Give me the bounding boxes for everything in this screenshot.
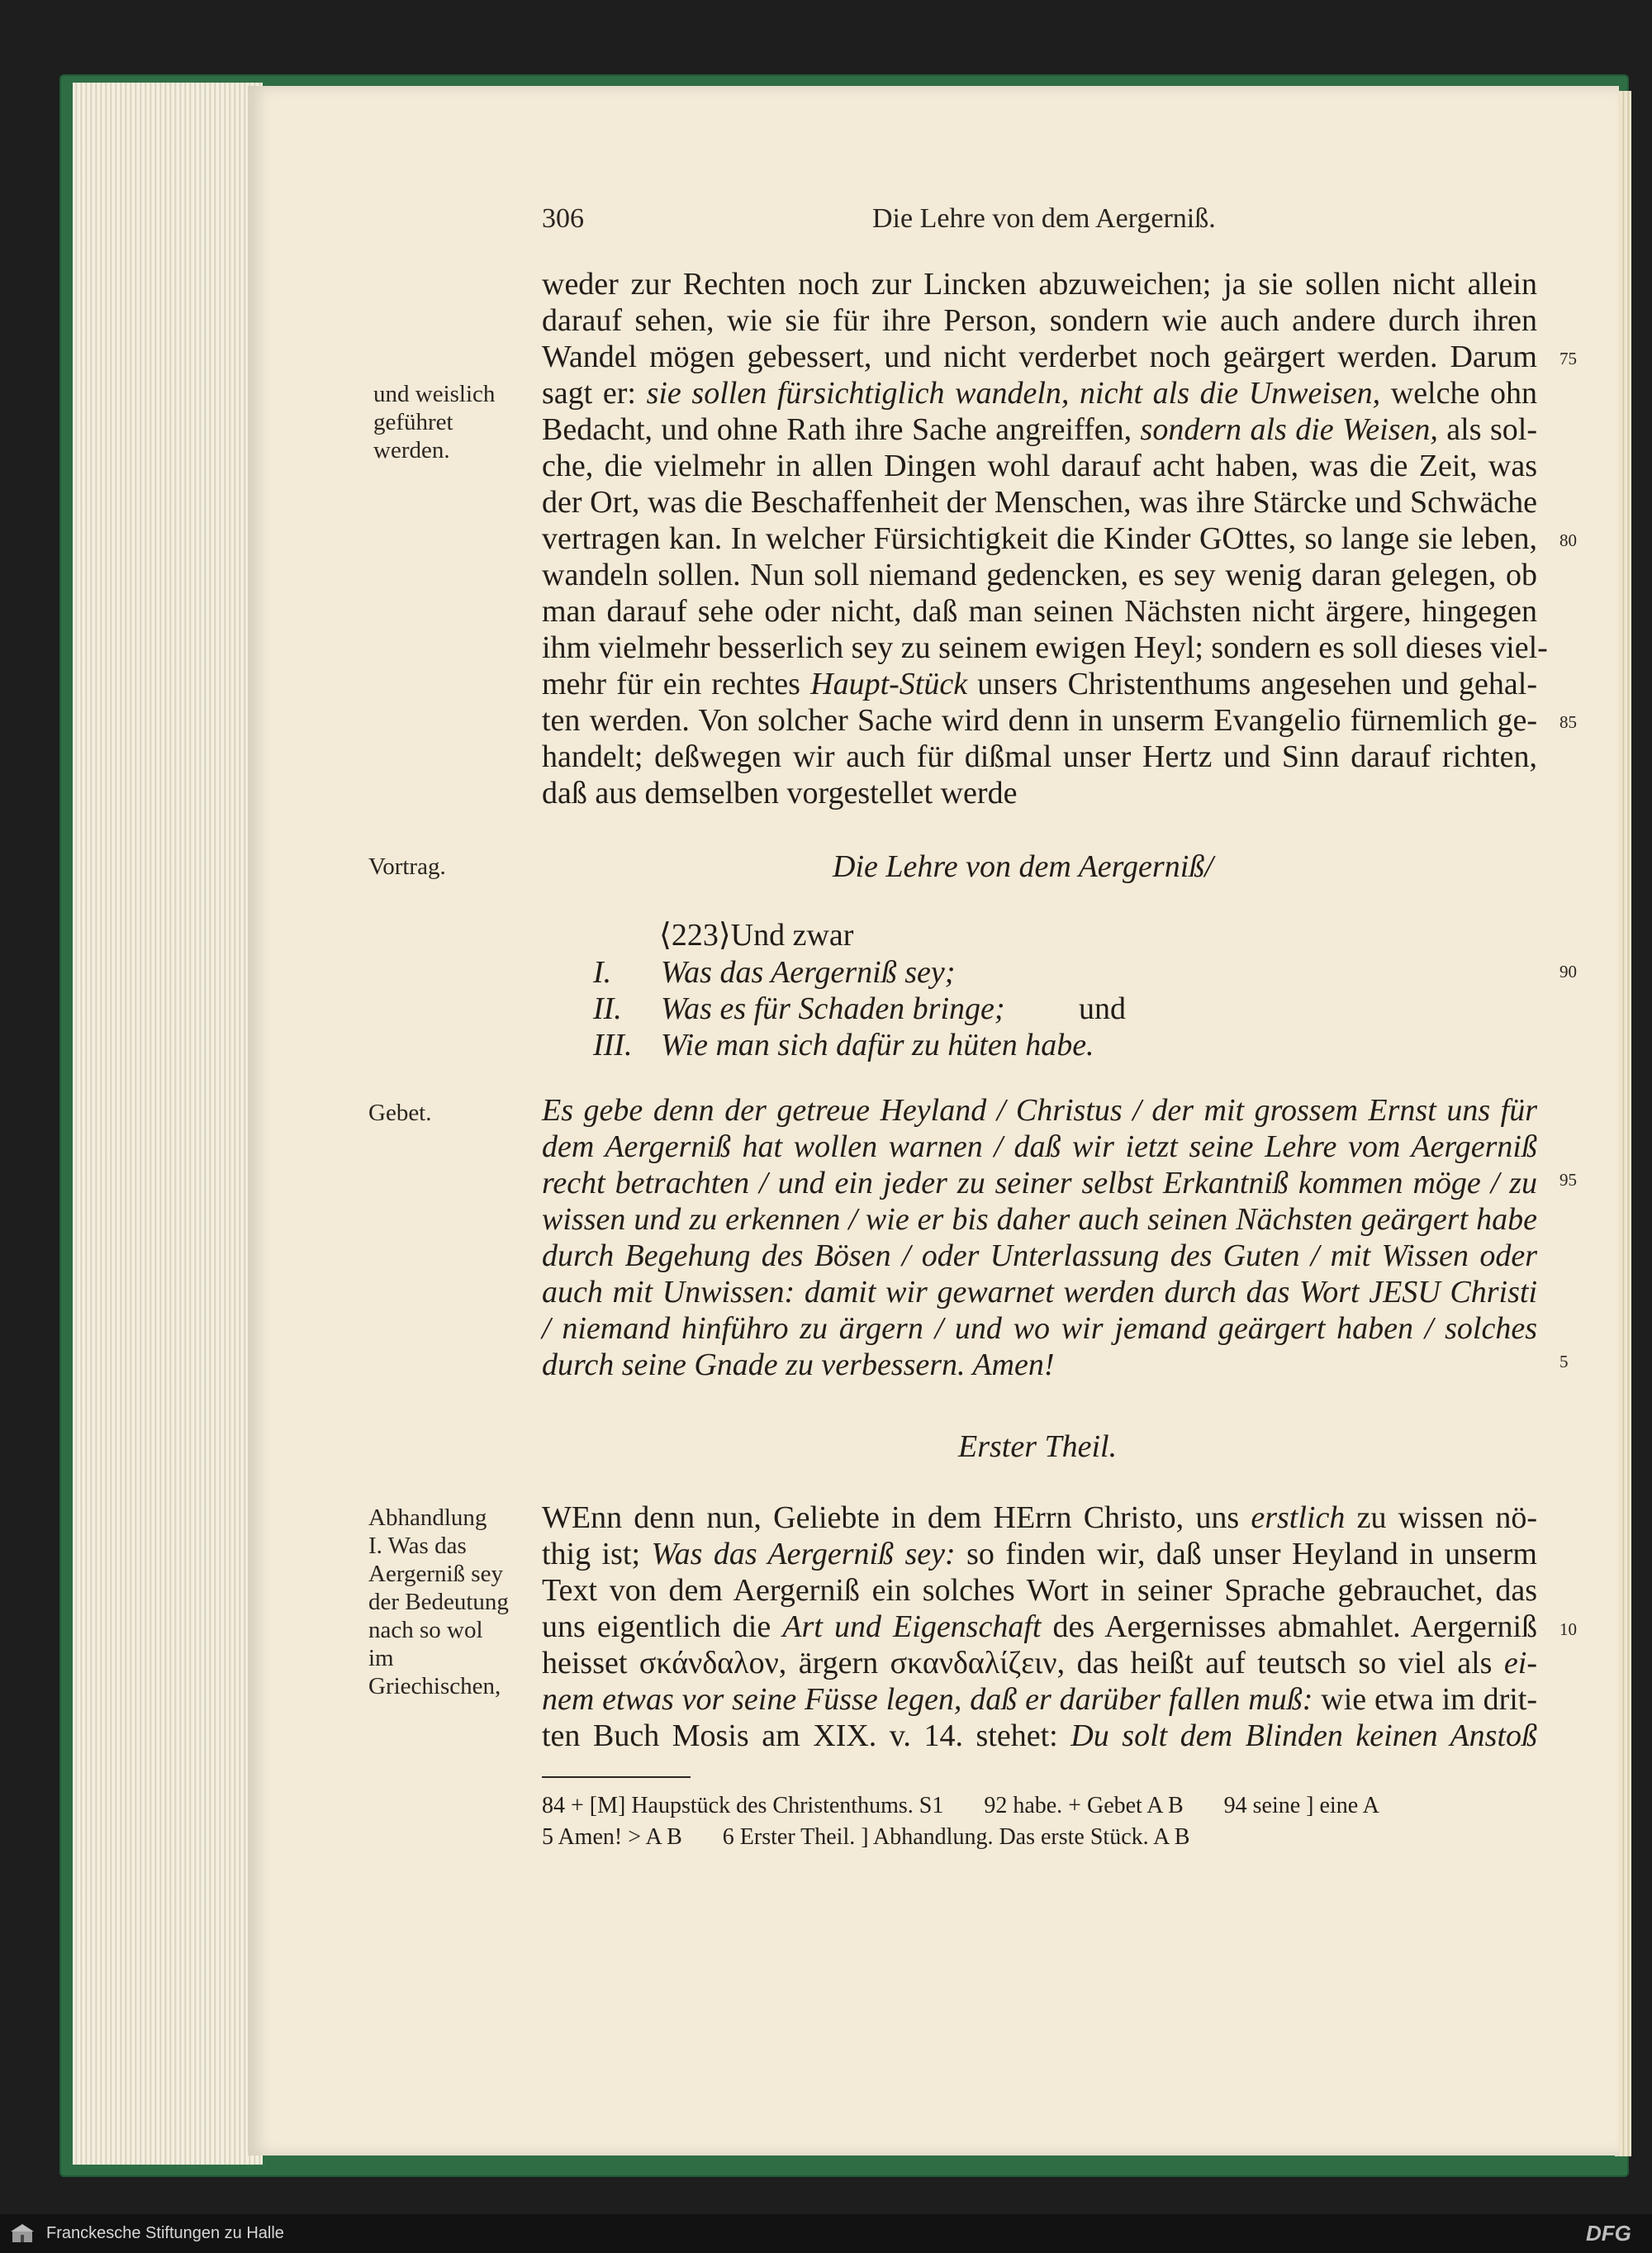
body-line: ten werden. Von solcher Sache wird denn in unserm Evangelio fürnemlich ge- bbox=[542, 703, 1537, 738]
footnote-rule bbox=[542, 1776, 691, 1778]
footer-institution: Franckesche Stiftungen zu Halle bbox=[46, 2224, 284, 2242]
body-line: sagt er: sie sollen fürsichtiglich wandeln, nicht als die Unweisen, welche ohn bbox=[542, 376, 1537, 411]
prayer-line: durch seine Gnade zu verbessern. Amen! bbox=[542, 1348, 1055, 1382]
margin-note-line: im bbox=[368, 1645, 394, 1671]
prayer-line: recht betrachten / und ein jeder zu seiner selbst Erkantniß kommen möge / zu bbox=[542, 1166, 1537, 1200]
line-number: 75 bbox=[1559, 349, 1577, 368]
margin-note bbox=[373, 380, 495, 464]
body-line: weder zur Rechten noch zur Lincken abzuweichen; ja sie sollen nicht allein bbox=[542, 267, 1537, 302]
body-line: ten Buch Mosis am XIX. v. 14. stehet: Du solt dem Blinden keinen Anstoß bbox=[542, 1718, 1538, 1753]
prayer-line: wissen und zu erkennen / wie er bis daher auch seinen Nächsten geärgert habe bbox=[542, 1202, 1537, 1237]
theme-title: Die Lehre von dem Aergerniß/ bbox=[833, 849, 1213, 884]
body-line: che, die vielmehr in allen Dingen wohl darauf acht haben, was die Zeit, was bbox=[542, 449, 1537, 483]
page-stack-edge bbox=[73, 83, 263, 2165]
list-intro: ⟨223⟩Und zwar bbox=[659, 918, 854, 953]
margin-note bbox=[368, 853, 446, 881]
dfg-logo: DFG bbox=[1586, 2221, 1631, 2246]
margin-note-line: der Bedeutung bbox=[368, 1589, 509, 1615]
line-number: 95 bbox=[1559, 1170, 1577, 1190]
body-line: mehr für ein rechtes Haupt-Stück unsers Christenthums angesehen und gehal- bbox=[542, 667, 1537, 701]
margin-note-line: und weislich bbox=[373, 381, 496, 407]
margin-note-line: Abhandlung bbox=[368, 1504, 487, 1531]
body-line: Text von dem Aergerniß ein solches Wort in seiner Sprache gebrauchet, das bbox=[542, 1573, 1537, 1608]
margin-note bbox=[368, 1504, 509, 1700]
body-line: nem etwas vor seine Füsse legen, daß er darüber fallen muß: wie etwa im drit- bbox=[542, 1682, 1537, 1717]
margin-note-line: werden. bbox=[373, 437, 450, 463]
body-line: heisset σκάνδαλον, ärgern σκανδαλίζειν, das heißt auf teutsch so viel als ei- bbox=[542, 1646, 1537, 1680]
line-number: 90 bbox=[1559, 962, 1577, 982]
prayer-line: dem Aergerniß hat wollen warnen / daß wir ietzt seine Lehre vom Aergerniß bbox=[542, 1129, 1537, 1164]
line-number: 80 bbox=[1559, 530, 1577, 550]
list-numeral: III. bbox=[593, 1028, 633, 1062]
body-line: der Ort, was die Beschaffenheit der Menschen, was ihre Stärcke und Schwäche bbox=[542, 485, 1537, 520]
prayer-line: / niemand hinführo zu ärgern / und wo wir jemand geärgert haben / solches bbox=[542, 1311, 1537, 1346]
margin-note-line: nach so wol bbox=[368, 1617, 483, 1643]
margin-note bbox=[368, 1099, 432, 1127]
body-line: wandeln sollen. Nun soll niemand gedencken, es sey wenig daran gelegen, ob bbox=[542, 558, 1537, 592]
list-numeral: I. bbox=[593, 955, 612, 990]
institution-logo-icon bbox=[8, 2222, 36, 2246]
section-title: Erster Theil. bbox=[958, 1429, 1118, 1464]
list-item-text: Was es für Schaden bringe; bbox=[661, 991, 1005, 1026]
line-number: 10 bbox=[1559, 1619, 1577, 1639]
footnote-line: 5 Amen! > A B 6 Erster Theil. ] Abhandlung. Das erste Stück. A B bbox=[542, 1824, 1190, 1850]
line-number: 5 bbox=[1559, 1352, 1569, 1371]
running-title: Die Lehre von dem Aergerniß. bbox=[872, 203, 1216, 234]
margin-note-line: Gebet. bbox=[368, 1100, 432, 1126]
body-line: daß aus demselben vorgestellet werde bbox=[542, 776, 1018, 810]
line-number: 85 bbox=[1559, 712, 1577, 732]
footnote-line: 84 + [M] Haupstück des Christenthums. S1 92 habe. + Gebet A B 94 seine ] eine A bbox=[542, 1793, 1379, 1818]
body-line: ihm vielmehr besserlich sey zu seinem ewigen Heyl; sondern es soll dieses viel- bbox=[542, 630, 1548, 665]
body-line: Bedacht, und ohne Rath ihre Sache angreiffen, sondern als die Weisen, als sol- bbox=[542, 412, 1537, 447]
body-line: man darauf sehe oder nicht, daß man seinen Nächsten nicht ärgere, hingegen bbox=[542, 594, 1537, 629]
list-item-text: Was das Aergerniß sey; bbox=[661, 955, 956, 990]
prayer-line: auch mit Unwissen: damit wir gewarnet werden durch das Wort JESU Christi bbox=[542, 1275, 1537, 1309]
prayer-line: Es gebe denn der getreue Heyland / Christus / der mit grossem Ernst uns für bbox=[542, 1093, 1537, 1128]
list-item-text: Wie man sich dafür zu hüten habe. bbox=[661, 1028, 1094, 1062]
list-numeral: II. bbox=[593, 991, 622, 1026]
body-line: vertragen kan. In welcher Fürsichtigkeit die Kinder GOttes, so lange sie leben, bbox=[542, 521, 1537, 556]
body-line: thig ist; Was das Aergerniß sey: so finden wir, daß unser Heyland in unserm bbox=[542, 1537, 1537, 1571]
body-line: WEnn denn nun, Geliebte in dem HErrn Christo, uns erstlich zu wissen nö- bbox=[542, 1500, 1537, 1535]
body-line: darauf sehen, wie sie für ihre Person, sondern wie auch andere durch ihren bbox=[542, 303, 1537, 338]
body-line: uns eigentlich die Art und Eigenschaft des Aergernisses abmahlet. Aergerniß bbox=[542, 1609, 1538, 1644]
margin-note-line: Vortrag. bbox=[368, 853, 446, 880]
margin-note-line: I. Was das bbox=[368, 1533, 467, 1559]
margin-note-line: geführet bbox=[373, 409, 453, 435]
page-number: 306 bbox=[542, 203, 584, 234]
margin-note-line: Aergerniß sey bbox=[368, 1561, 503, 1587]
body-line: Wandel mögen gebessert, und nicht verderbet noch geärgert werden. Darum bbox=[542, 340, 1537, 374]
margin-note-line: Griechischen, bbox=[368, 1673, 501, 1699]
prayer-line: durch Begehung des Bösen / oder Unterlassung des Guten / mit Wissen oder bbox=[542, 1238, 1537, 1273]
list-item-conjunction: und bbox=[1079, 991, 1126, 1026]
body-line: handelt; deßwegen wir auch für dißmal unser Hertz und Sinn darauf richten, bbox=[542, 739, 1537, 774]
